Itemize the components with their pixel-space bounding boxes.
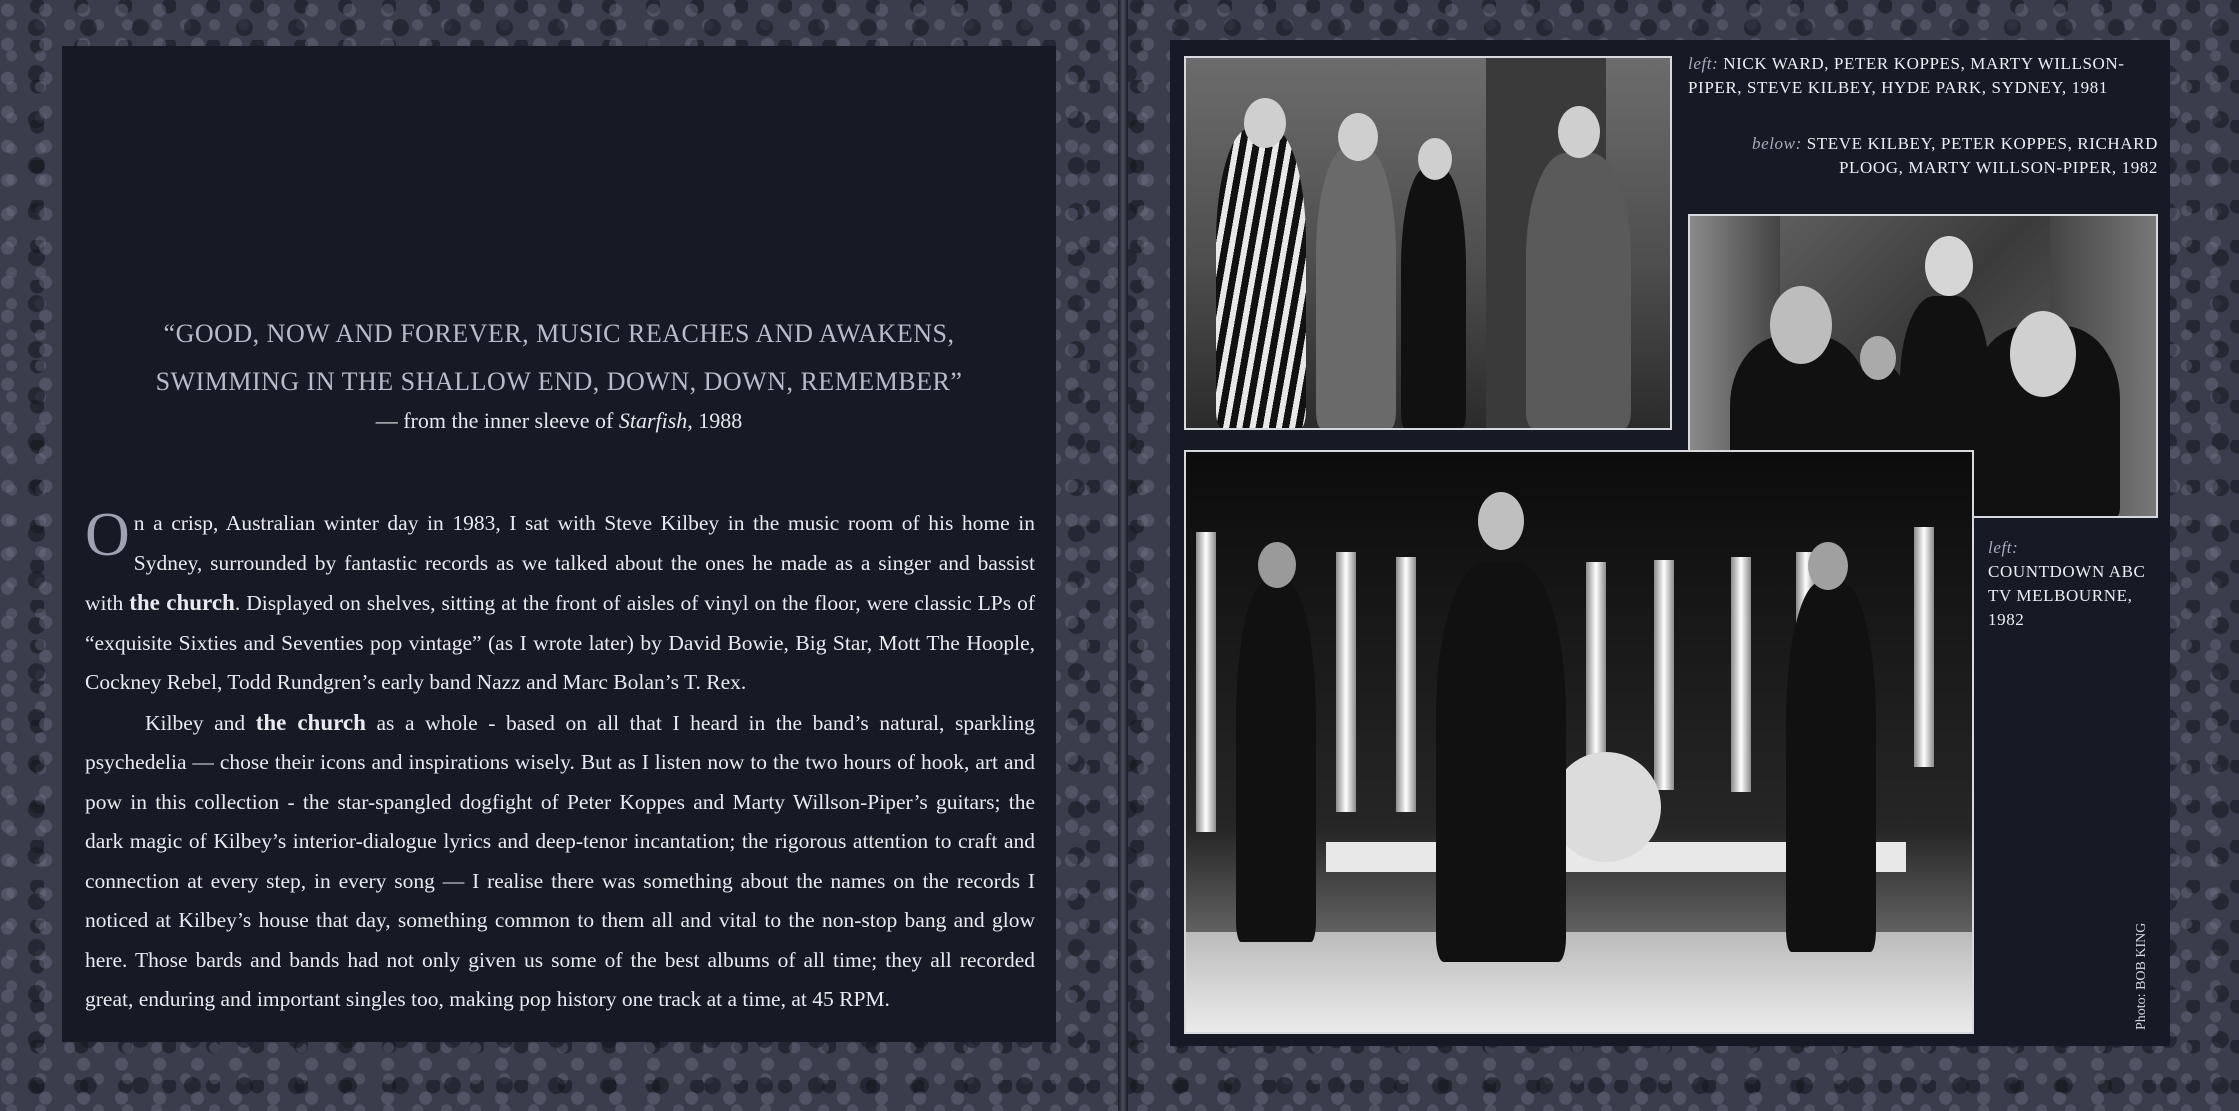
- band-name: the church: [129, 590, 235, 615]
- paragraph-2: [85, 703, 1035, 1020]
- paragraph-2-text-b: as a whole - based on all that I heard in the band’s natural, sparkling psychedelia — chose their icons and inspirations wisely. But as I listen now to the two hours of hook, art and pow in this collection - the star-spangled dogfight of Peter Koppes and Marty Willson-Piper’s guitars; the dark magic of Kilbey’s interior-dialogue lyrics and deep-tenor incantation; the rigorous attention to craft and connection at every step, in every song — I realise there was something about the names on the records I noticed at Kilbey’s house that day, something common to them all and vital to the non-stop bang and glow here. Those bards and bands had not only given us some of the best albums of all time; they all recorded great, enduring and important singles too, making pop history one track at a time, at 45 RPM.: [85, 710, 1036, 1011]
- caption-1-prefix: left:: [1688, 54, 1719, 73]
- caption-3-prefix: left:: [1988, 538, 2019, 557]
- quote-line-2: SWIMMING IN THE SHALLOW END, DOWN, DOWN, REMEMBER”: [155, 367, 963, 396]
- paragraph-2-text-a: Kilbey and: [145, 710, 256, 735]
- album-title: Starfish: [618, 408, 688, 433]
- caption-2-prefix: below:: [1751, 134, 1802, 153]
- band-name: the church: [255, 709, 366, 735]
- paragraph-1: [85, 501, 1035, 703]
- paragraph-1-text-b: . Displayed on shelves, sitting at the front of aisles of vinyl on the floor, were classic LPs of “exquisite Sixties and Seventies pop vintage” (as I wrote later) by David Bowie, Big Star, Mott The Hoople, Cockney Rebel, Todd Rundgren’s early band Nazz and Marc Bolan’s T. Rex.: [85, 591, 1035, 694]
- right-page: [1170, 40, 2170, 1046]
- caption-photo-2: [1688, 132, 2158, 180]
- photo-credit: Photo: BOB KING: [2134, 922, 2149, 1030]
- caption-3-text: COUNTDOWN ABC TV MELBOURNE, 1982: [1988, 562, 2146, 629]
- caption-2-text: STEVE KILBEY, PETER KOPPES, RICHARD PLOOG, MARTY WILLSON-PIPER, 1982: [1806, 134, 2158, 177]
- photo-hyde-park-1981: [1184, 56, 1672, 430]
- caption-photo-3: [1988, 536, 2158, 632]
- booklet-spine: [1118, 0, 1128, 1111]
- quote-line-1: “GOOD, NOW AND FOREVER, MUSIC REACHES AND AWAKENS,: [163, 319, 955, 348]
- drop-cap: O: [85, 501, 130, 569]
- essay-body: [85, 501, 1036, 1020]
- caption-photo-1: [1688, 52, 2158, 100]
- photo-countdown-1982: [1184, 450, 1974, 1034]
- epigraph-quote: [62, 310, 1056, 406]
- caption-1-text: NICK WARD, PETER KOPPES, MARTY WILLSON-PIPER, STEVE KILBEY, HYDE PARK, SYDNEY, 1981: [1688, 54, 2125, 97]
- paragraph-1-text-a: n a crisp, Australian winter day in 1983, I sat with Steve Kilbey in the music room of his home in Sydney, surrounded by fantastic records as we talked about the ones he made as a singer and bassist with: [85, 511, 1035, 615]
- attribution-suffix: , 1988: [687, 408, 743, 433]
- left-page: [62, 46, 1056, 1042]
- quote-attribution: [62, 408, 1056, 434]
- attribution-prefix: — from the inner sleeve of: [375, 408, 619, 433]
